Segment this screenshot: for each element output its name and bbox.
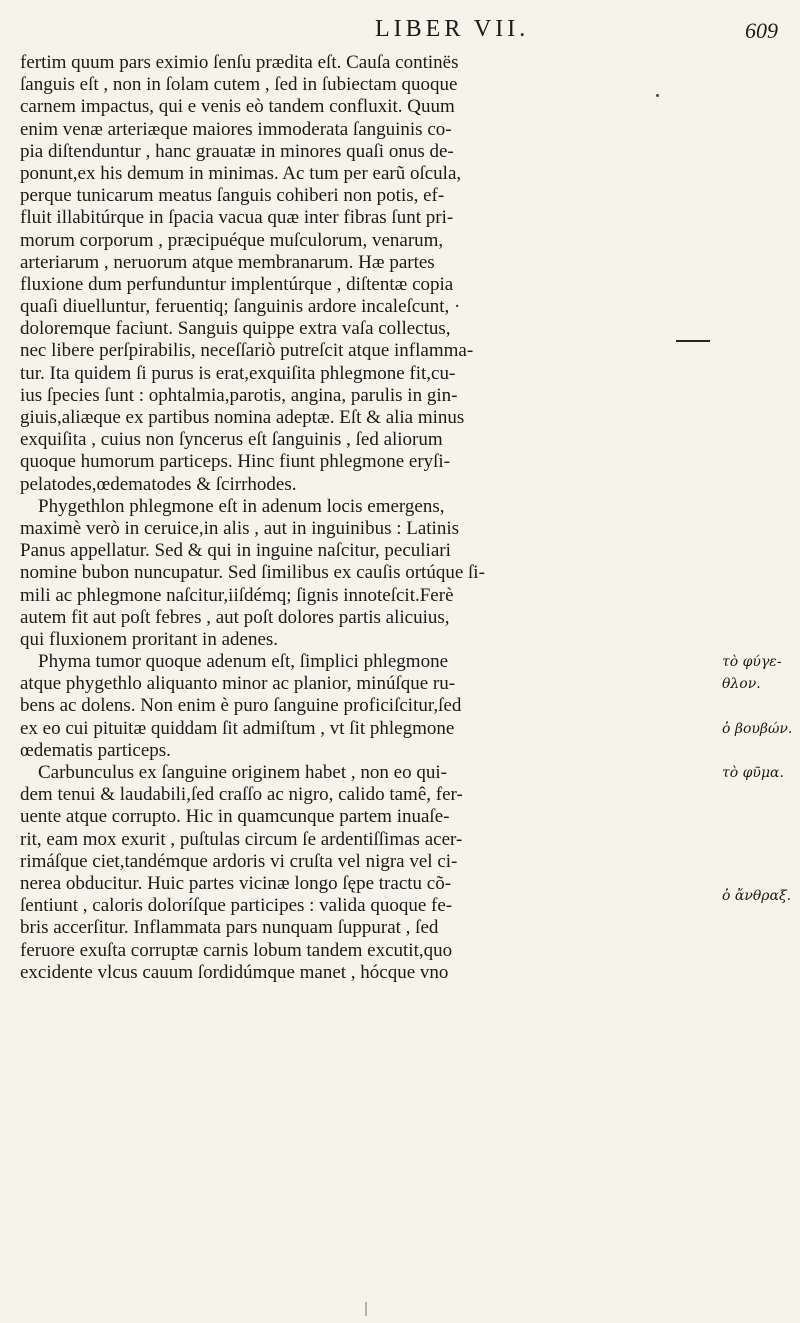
text-line: giuis,aliæque ex partibus nomina adeptæ. Eſt & alia minus (20, 407, 465, 428)
ink-mark (676, 340, 710, 342)
text-line: carnem impactus, qui e venis eò tandem confluxit. Quum (20, 96, 455, 118)
text-line: qui fluxionem proritant in adenes. (20, 628, 279, 650)
margin-note: θλον. (722, 676, 761, 692)
ink-mark (656, 94, 659, 97)
text-line: rit, eam mox exurit , puſtulas circum ſe ardentiſſimas acer- (20, 828, 463, 850)
text-line: perque tunicarum meatus ſanguis cohiberi non potis, ef- (20, 185, 445, 207)
margin-note: ὁ ἄνθραξ. (722, 888, 792, 904)
text-line: ſanguis eſt , non in ſolam cutem , ſed in ſubiectam quoque (20, 74, 458, 96)
text-line: pia diſtenduntur , hanc grauatæ in minores quaſi onus de- (20, 140, 454, 162)
text-line: ex eo cui pituitæ quiddam ſit admiſtum , vt ſit phlegmone (20, 717, 455, 739)
text-line: dem tenui & laudabili,ſed craſſo ac nigro, calido tamê, fer- (20, 784, 463, 806)
text-line: quoque humorum particeps. Hinc fiunt phlegmone eryſi- (20, 451, 451, 473)
text-line: fluit illabitúrque in ſpacia vacua quæ inter fibras ſunt pri- (20, 207, 454, 229)
page-number: 609 (745, 18, 778, 43)
text-line: nomine bubon nuncupatur. Sed ſimilibus ex cauſis ortúque ſi- (20, 562, 485, 584)
text-line: œdematis particeps. (20, 739, 171, 761)
text-line: mili ac phlegmone naſcitur,iiſdémq; ſignis innoteſcit.Ferè (20, 584, 454, 606)
text-line: feruore exuſta corruptæ carnis lobum tandem excutit,quo (20, 939, 453, 961)
text-line: fertim quum pars eximio ſenſu prædita eſt. Cauſa continës (20, 52, 459, 73)
margin-note: τὸ φῦμα. (722, 765, 784, 781)
text-line: pelatodes,œdematodes & ſcirrhodes. (20, 473, 297, 495)
text-line: excidente vlcus cauum ſordidúmque manet , hócque vno (20, 961, 449, 983)
text-line: doloremque faciunt. Sanguis quippe extra vaſa collectus, (20, 318, 451, 340)
margin-note: τὸ φύγε- (722, 654, 782, 670)
text-line: nerea obducitur. Huic partes vicinæ longo ſępe tractu cõ- (20, 872, 452, 894)
text-line: nec libere perſpirabilis, neceſſariò putreſcit atque inflamma- (20, 340, 474, 362)
text-line: uente atque corrupto. Hic in quamcunque partem inuaſe- (20, 806, 450, 828)
text-line: Carbunculus ex ſanguine originem habet , non eo qui- (38, 762, 447, 783)
paper-mark (365, 1302, 367, 1316)
page-header (0, 12, 800, 48)
text-line: arteriarum , neruorum atque membranarum. Hæ partes (20, 251, 435, 273)
text-line: Phyma tumor quoque adenum eſt, ſimplici phlegmone (38, 651, 449, 673)
body-text (20, 52, 720, 984)
text-line: morum corporum , præcipuéque muſculorum, venarum, (20, 229, 444, 251)
text-line: Phygethlon phlegmone eſt in adenum locis emergens, (38, 495, 445, 517)
running-title: LIBER VII. (375, 16, 530, 42)
text-line: Panus appellatur. Sed & qui in inguine naſcitur, peculiari (20, 540, 451, 562)
text-line: tur. Ita quidem ſi purus is erat,exquiſita phlegmone fit,cu- (20, 362, 456, 384)
text-line: quaſi diuelluntur, feruentiq; ſanguinis ardore incaleſcunt, · (20, 296, 461, 318)
text-line: ius ſpecies ſunt : ophtalmia,parotis, angina, parulis in gin- (20, 384, 458, 406)
text-line: autem fit aut poſt febres , aut poſt dolores partis alicuius, (20, 606, 450, 628)
margin-note: ὁ βουβών. (722, 721, 793, 737)
text-line: rimáſque ciet,tandémque ardoris vi cruſta vel nigra vel ci- (20, 850, 458, 872)
text-line: exquiſita , cuius non ſyncerus eſt ſanguinis , ſed aliorum (20, 429, 443, 451)
text-line: bris accerſitur. Inflammata pars nunquam ſuppurat , ſed (20, 917, 439, 939)
text-line: enim venæ arteriæque maiores immoderata ſanguinis co- (20, 118, 452, 140)
text-line: fluxione dum perfunduntur implentúrque , diſtentæ copia (20, 273, 454, 295)
text-line: ſentiunt , caloris doloríſque participes : valida quoque fe- (20, 895, 453, 917)
text-line: atque phygethlo aliquanto minor ac planior, minúſque ru- (20, 673, 456, 695)
text-line: bens ac dolens. Non enim è puro ſanguine proficiſcitur,ſed (20, 695, 462, 717)
text-line: maximè verò in ceruice,in alis , aut in inguinibus : Latinis (20, 517, 460, 539)
text-line: ponunt,ex his demum in minimas. Ac tum per earũ oſcula, (20, 162, 462, 184)
